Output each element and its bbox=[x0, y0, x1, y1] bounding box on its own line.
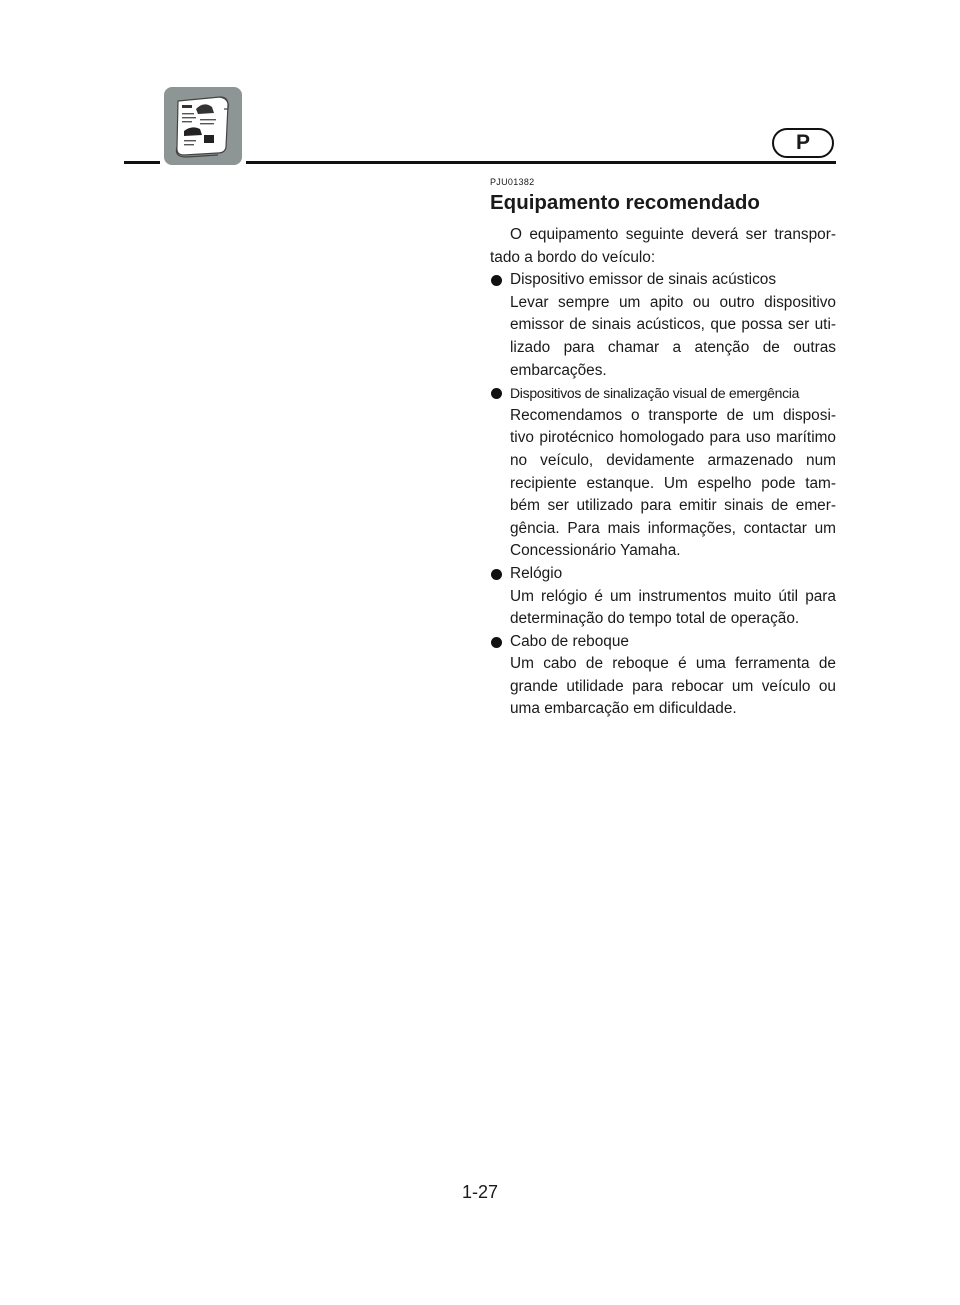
section-title: Equipamento recomendado bbox=[490, 191, 760, 214]
section-code: PJU01382 bbox=[490, 177, 535, 187]
item-text: Um relógio é um instrumentos muito útil para determinação do tempo total de operação. bbox=[510, 587, 836, 628]
bullet-icon bbox=[491, 388, 502, 399]
bullet-icon bbox=[491, 275, 502, 286]
list-item bbox=[490, 382, 836, 563]
list-item bbox=[490, 269, 836, 382]
language-badge: P bbox=[772, 128, 834, 158]
section-intro: O equipamento seguinte deverá ser transpor-tado a bordo do veículo: bbox=[490, 226, 836, 266]
header-rule-right bbox=[246, 161, 836, 164]
item-text: Um cabo de reboque é uma ferramenta de grande utilidade para rebocar um veículo ou uma embarcação em dificuldade. bbox=[510, 655, 836, 718]
owners-manual-icon bbox=[164, 87, 242, 165]
item-text: Recomendamos o transporte de um disposi-tivo pirotécnico homologado para uso marítimo no veículo, devidamente armazenado num recipiente estanque. Um espelho pode tam-bém ser utilizado para emitir sinais de emer-gência. Para mais informações, contactar um Concessionário Yamaha. bbox=[510, 406, 836, 560]
section-body bbox=[490, 224, 836, 721]
item-title: Dispositivo emissor de sinais acústicos bbox=[510, 271, 777, 289]
list-item bbox=[490, 631, 836, 721]
bullet-icon bbox=[491, 637, 502, 648]
item-title: Relógio bbox=[510, 564, 563, 582]
item-title: Dispositivos de sinalização visual de emergência bbox=[510, 385, 800, 402]
section-content bbox=[490, 177, 836, 721]
bullet-icon bbox=[491, 569, 502, 580]
item-text: Levar sempre um apito ou outro dispositivo emissor de sinais acústicos, que possa ser uti-lizado para chamar a atenção de outras embarcações. bbox=[510, 293, 836, 379]
header-rule-left bbox=[124, 161, 160, 164]
item-title: Cabo de reboque bbox=[510, 632, 629, 650]
list-item bbox=[490, 563, 836, 631]
page-number: 1-27 bbox=[461, 1182, 499, 1202]
